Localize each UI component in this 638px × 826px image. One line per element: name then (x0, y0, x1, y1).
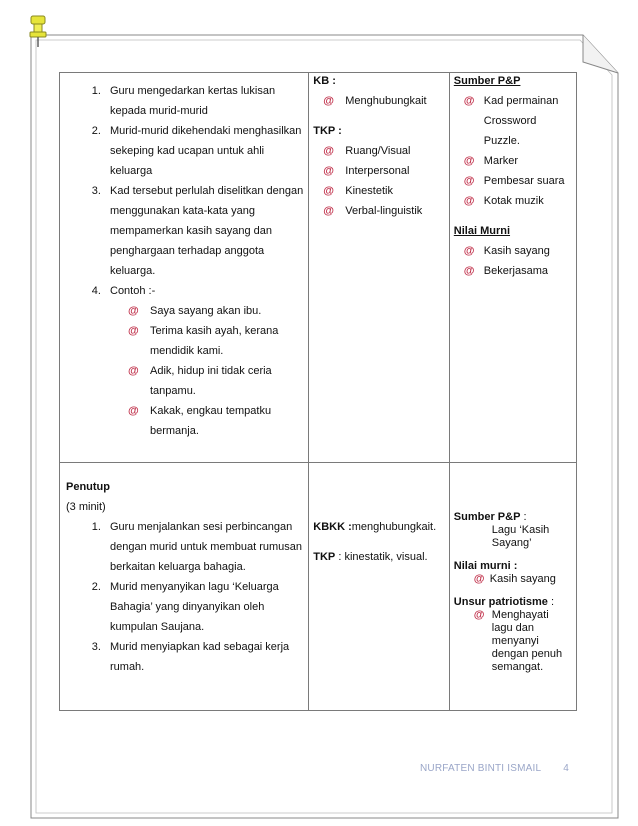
nilai-item: Kasih sayang (489, 573, 556, 585)
sumber-value: Lagu ‘Kasih Sayang’ (491, 524, 550, 549)
step-text: Contoh :- (110, 285, 156, 297)
tkp-item: Interpersonal (345, 165, 410, 177)
page-footer (420, 763, 569, 774)
swirl-bullet-icon: @ (323, 205, 334, 217)
thinking-skills-cell (309, 463, 450, 711)
kb-label: KB : (313, 75, 336, 87)
nilai-item: Kasih sayang (483, 245, 550, 257)
list-item: 2. Murid menyanyikan lagu ‘Keluarga Bahagia’ yang dinyanyikan oleh kumpulan Saujana. (104, 577, 304, 637)
example-text: Kakak, engkau tempatku bermanja. (150, 405, 272, 437)
section-title: Penutup (66, 481, 110, 493)
resources-cell (449, 463, 576, 711)
swirl-bullet-icon: @ (323, 145, 334, 157)
nilai-item: Bekerjasama (483, 265, 548, 277)
kbkk-value: menghubungkait. (351, 521, 437, 533)
list-item (313, 91, 445, 111)
example-text: Saya sayang akan ibu. (150, 305, 262, 317)
swirl-bullet-icon: @ (323, 185, 334, 197)
steps-list (64, 81, 304, 441)
list-item (454, 151, 572, 171)
examples-list (110, 301, 304, 441)
sumber-item: Kad permainan Crossword Puzzle. (483, 95, 559, 147)
unsur-item: Menghayati lagu dan menyanyi dengan penuh semangat. (491, 609, 563, 673)
sumber-label: Sumber P&P (453, 75, 521, 87)
list-item (313, 181, 445, 201)
list-item (104, 281, 304, 441)
sumber-line (454, 511, 572, 524)
list-item (313, 161, 445, 181)
swirl-bullet-icon: @ (463, 195, 475, 207)
swirl-bullet-icon: @ (128, 365, 139, 377)
sumber-list (454, 91, 572, 211)
tkp-item: Kinestetik (345, 185, 393, 197)
tkp-line (313, 547, 445, 567)
list-item: 3. Murid menyiapkan kad sebagai kerja rumah. (104, 637, 304, 677)
list-item (454, 191, 572, 211)
tkp-item: Ruang/Visual (345, 145, 411, 157)
list-item (454, 241, 572, 261)
list-item (128, 301, 304, 321)
unsur-colon: : (547, 596, 555, 608)
tkp-item: Verbal-linguistik (345, 205, 423, 217)
table-row (60, 463, 577, 711)
tkp-list (313, 141, 445, 221)
swirl-bullet-icon: @ (323, 165, 334, 177)
unsur-label: Unsur patriotisme (453, 596, 548, 608)
list-item: 2. Murid-murid dikehendaki menghasilkan sekeping kad ucapan untuk ahli keluarga (104, 121, 304, 181)
steps-list (64, 517, 304, 677)
list-item (454, 171, 572, 191)
nilai-list (454, 241, 572, 281)
list-item (128, 321, 304, 361)
list-item (454, 261, 572, 281)
kb-item: Menghubungkait (345, 95, 427, 107)
nilai-murni-label: Nilai murni : (453, 560, 518, 572)
sumber-item: Pembesar suara (483, 175, 565, 187)
kbkk-label: KBKK : (313, 521, 352, 533)
sumber-item: Marker (483, 155, 519, 167)
swirl-bullet-icon: @ (463, 265, 475, 277)
swirl-bullet-icon: @ (128, 405, 139, 417)
activity-cell (60, 73, 309, 463)
resources-cell (449, 73, 576, 463)
tkp-label: TKP (313, 551, 336, 563)
tkp-label: TKP : (313, 125, 342, 137)
swirl-bullet-icon: @ (463, 245, 475, 257)
swirl-bullet-icon: @ (463, 95, 475, 107)
lesson-plan-table (59, 72, 577, 711)
sumber-item: Kotak muzik (483, 195, 544, 207)
nilai-list (454, 573, 572, 586)
example-text: Terima kasih ayah, kerana mendidik kami. (150, 325, 279, 357)
swirl-bullet-icon: @ (128, 325, 139, 337)
sumber-label: Sumber P&P (453, 511, 521, 523)
page-number: 4 (563, 763, 570, 774)
list-item (128, 401, 304, 441)
kbkk-line (313, 517, 445, 537)
list-item (454, 91, 572, 151)
swirl-bullet-icon: @ (463, 175, 475, 187)
unsur-line (454, 596, 572, 609)
kb-list (313, 91, 445, 111)
tkp-value: : kinestatik, visual. (338, 551, 428, 563)
swirl-bullet-icon: @ (128, 305, 139, 317)
list-item (313, 141, 445, 161)
swirl-bullet-icon: @ (473, 573, 485, 585)
list-item (454, 573, 572, 586)
sumber-colon: : (520, 511, 527, 523)
thinking-skills-cell (309, 73, 450, 463)
closing-activity-cell (60, 463, 309, 711)
list-item (128, 361, 304, 401)
swirl-bullet-icon: @ (463, 155, 475, 167)
list-item (454, 609, 572, 674)
duration: (3 minit) (66, 501, 106, 513)
table-row (60, 73, 577, 463)
example-text: Adik, hidup ini tidak ceria tanpamu. (150, 365, 272, 397)
list-item: 1. Guru mengedarkan kertas lukisan kepada murid-murid (104, 81, 304, 121)
unsur-list (454, 609, 572, 674)
list-item: 1. Guru menjalankan sesi perbincangan dengan murid untuk membuat rumusan berkaitan keluarga bahagia. (104, 517, 304, 577)
list-item (313, 201, 445, 221)
nilai-murni-label: Nilai Murni (453, 225, 511, 237)
swirl-bullet-icon: @ (323, 95, 334, 107)
footer-author: NURFATEN BINTI ISMAIL (420, 763, 542, 774)
pushpin-icon (26, 14, 50, 53)
list-item: 3. Kad tersebut perlulah diselitkan dengan menggunakan kata-kata yang mempamerkan kasih sayang dan penghargaan terhadap anggota keluarga. (104, 181, 304, 281)
swirl-bullet-icon: @ (473, 609, 485, 621)
